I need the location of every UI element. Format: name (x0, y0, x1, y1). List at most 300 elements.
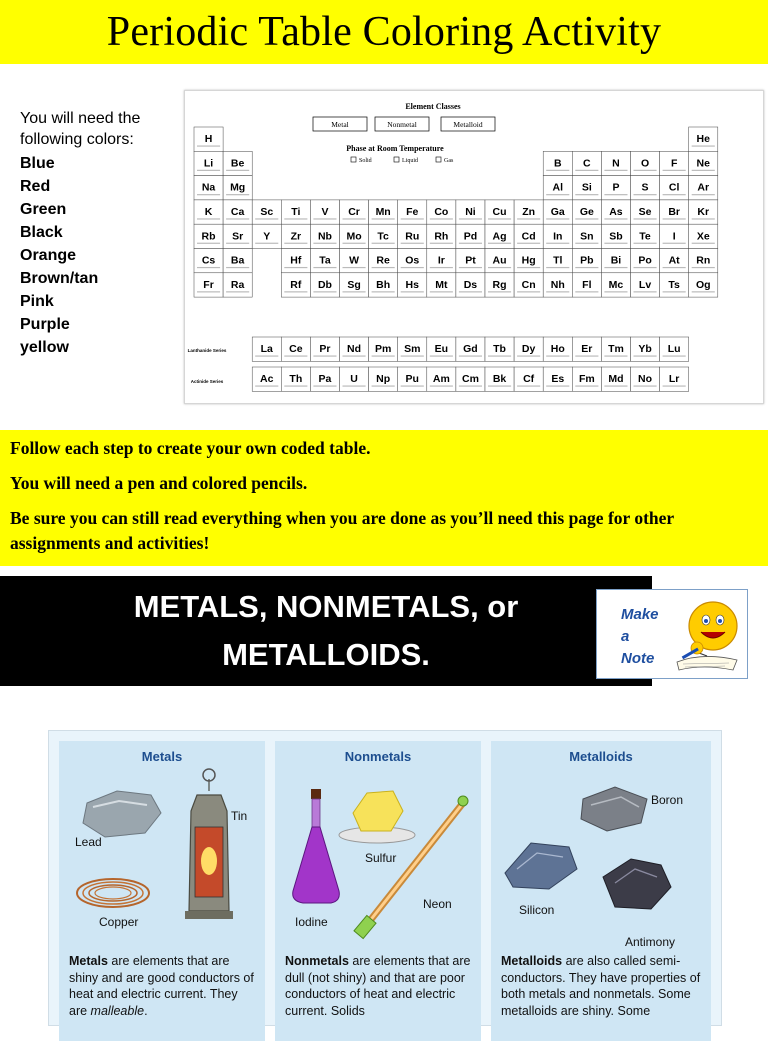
phase-solid: Solid (359, 158, 372, 164)
element-symbol: Cd (521, 230, 536, 243)
element-symbol: Lr (668, 373, 680, 386)
phase-box-solid (351, 157, 356, 162)
note-line: Note (621, 650, 655, 667)
element-name-line (546, 194, 569, 195)
element-name-line (284, 385, 307, 386)
element-symbol: Fe (406, 205, 419, 218)
element-symbol: Am (432, 373, 450, 386)
element-name-line (401, 218, 424, 219)
element-name-line (430, 243, 453, 244)
element-symbol: Ta (319, 254, 331, 267)
element-symbol: B (553, 157, 562, 170)
element-symbol: Mn (375, 205, 391, 218)
element-symbol: Te (639, 230, 651, 243)
lead-label: Lead (75, 835, 102, 849)
metals-description: Metals are elements that are shiny and are good conductors of heat and electric current. They are malleable. (69, 954, 254, 1018)
periodic-table-image (184, 90, 764, 404)
element-name-line (634, 355, 657, 356)
element-name-line (488, 218, 511, 219)
element-name-line (517, 291, 540, 292)
element-symbol: N (612, 157, 620, 170)
element-name-line (604, 218, 627, 219)
element-name-line (226, 194, 249, 195)
element-symbol: P (612, 181, 620, 194)
color-item: Pink (20, 293, 54, 310)
instructions-banner (0, 430, 768, 566)
metals-illustration (59, 761, 265, 961)
element-name-line (546, 355, 569, 356)
section-title (134, 583, 519, 679)
element-name-line (663, 385, 686, 386)
element-name-line (226, 218, 249, 219)
note-line: a (621, 628, 630, 645)
legend-title: Element Classes (405, 102, 461, 111)
element-symbol: Yb (638, 343, 652, 356)
element-symbol: Be (230, 157, 245, 170)
color-item: Brown/tan (20, 270, 99, 287)
nonmetals-description: Nonmetals are elements that are dull (not shiny) and that are poor conductors of heat and electric current. Solids (285, 954, 471, 1018)
element-name-line (226, 170, 249, 171)
element-name-line (372, 218, 395, 219)
element-name-line (313, 385, 336, 386)
element-symbol: Fr (203, 278, 214, 291)
lanthanide-label: Lanthanide Series (187, 348, 227, 353)
element-symbol: U (350, 373, 358, 386)
element-symbol: Db (317, 278, 332, 291)
phase-box-liquid (394, 157, 399, 162)
section-title-line1: METALS, NONMETALS, or (133, 589, 519, 624)
element-name-line (430, 355, 453, 356)
color-item: Purple (20, 316, 70, 333)
element-name-line (459, 291, 482, 292)
element-symbol: Cs (201, 254, 216, 267)
element-symbol: Md (608, 373, 624, 386)
element-symbol: Zn (522, 205, 536, 218)
element-name-line (372, 385, 395, 386)
element-name-line (488, 267, 511, 268)
antimony-icon (603, 859, 671, 909)
element-symbol: Au (492, 254, 507, 267)
element-name-line (517, 267, 540, 268)
element-name-line (634, 385, 657, 386)
element-name-line (430, 291, 453, 292)
element-symbol: Ti (291, 205, 301, 218)
element-name-line (284, 267, 307, 268)
element-symbol: Sn (580, 230, 594, 243)
legend-metalloid: Metalloid (453, 120, 483, 129)
element-name-line (634, 291, 657, 292)
element-name-line (546, 267, 569, 268)
element-name-line (604, 267, 627, 268)
element-name-line (634, 267, 657, 268)
element-name-line (634, 194, 657, 195)
element-name-line (284, 218, 307, 219)
element-name-line (284, 291, 307, 292)
element-symbol: Og (695, 278, 711, 291)
element-name-line (517, 355, 540, 356)
phase-title: Phase at Room Temperature (346, 144, 444, 153)
element-name-line (401, 291, 424, 292)
element-symbol: Mo (346, 230, 362, 243)
element-name-line (284, 243, 307, 244)
element-name-line (575, 218, 598, 219)
element-name-line (692, 267, 715, 268)
note-line: Make (621, 606, 659, 623)
element-symbol: Ar (697, 181, 710, 194)
colors-intro: You will need the following colors: (20, 110, 141, 148)
element-symbol: Y (263, 230, 271, 243)
element-symbol: Ba (230, 254, 245, 267)
element-symbol: Th (289, 373, 303, 386)
element-symbol: Pb (580, 254, 594, 267)
element-name-line (372, 291, 395, 292)
element-symbol: H (204, 133, 213, 146)
instruction-line: Follow each step to create your own coded table. (10, 438, 371, 458)
element-symbol: Hg (521, 254, 536, 267)
element-symbol: Nb (317, 230, 332, 243)
instruction-line: Be sure you can still read everything when you are done as you’ll need this page for other assignments and activities! (10, 508, 674, 553)
element-symbol: Al (552, 181, 563, 194)
element-symbol: O (640, 157, 650, 170)
element-name-line (517, 385, 540, 386)
page-title: Periodic Table Coloring Activity (106, 9, 662, 55)
element-symbol: Tc (377, 230, 389, 243)
element-name-line (313, 243, 336, 244)
element-symbol: Ne (696, 157, 710, 170)
color-item: Black (20, 224, 63, 241)
color-item: Blue (20, 155, 55, 172)
metalloids-card (491, 741, 711, 1041)
element-symbol: Dy (521, 343, 536, 356)
element-name-line (313, 267, 336, 268)
boron-label: Boron (651, 793, 684, 807)
element-symbol: Cr (348, 205, 360, 218)
phase-gas: Gas (444, 158, 454, 164)
element-types-figure (48, 730, 722, 1026)
element-name-line (546, 385, 569, 386)
periodic-table (185, 91, 763, 403)
copper-coil-icon (95, 887, 131, 899)
element-name-line (546, 291, 569, 292)
element-name-line (401, 355, 424, 356)
element-name-line (343, 243, 366, 244)
element-symbol: Cu (492, 205, 507, 218)
element-symbol: Pm (374, 343, 392, 356)
element-symbol: Fm (578, 373, 595, 386)
element-name-line (313, 355, 336, 356)
nonmetals-title: Nonmetals (344, 749, 412, 764)
element-name-line (692, 170, 715, 171)
element-symbol: Ho (550, 343, 565, 356)
element-symbol: Bh (376, 278, 391, 291)
element-name-line (255, 385, 278, 386)
element-symbol: Ag (492, 230, 507, 243)
smiley-writing-icon (673, 594, 745, 674)
element-name-line (284, 355, 307, 356)
element-symbol: Fl (582, 278, 592, 291)
element-symbol: Sm (404, 343, 421, 356)
element-symbol: Er (581, 343, 593, 356)
note-text (621, 604, 659, 670)
element-name-line (663, 267, 686, 268)
element-name-line (663, 218, 686, 219)
element-symbol: Nd (347, 343, 362, 356)
sulfur-icon (353, 791, 403, 831)
element-name-line (634, 243, 657, 244)
element-symbol: Na (201, 181, 216, 194)
element-symbol: Lv (638, 278, 652, 291)
element-symbol: Re (376, 254, 390, 267)
metalloids-title: Metalloids (569, 749, 633, 764)
element-name-line (634, 170, 657, 171)
element-name-line (575, 267, 598, 268)
element-name-line (692, 243, 715, 244)
element-symbol: Es (551, 373, 565, 386)
actinide-label: Actinide Series (190, 379, 224, 384)
element-name-line (488, 385, 511, 386)
element-name-line (197, 170, 220, 171)
phase-liquid: Liquid (402, 158, 418, 164)
iodine-flask-icon (293, 827, 340, 903)
element-symbol: Mt (435, 278, 448, 291)
element-name-line (692, 291, 715, 292)
element-symbol: Eu (434, 343, 449, 356)
element-name-line (663, 170, 686, 171)
element-symbol: Xe (696, 230, 710, 243)
tin-label: Tin (231, 809, 248, 823)
element-symbol: Tb (493, 343, 506, 356)
element-symbol: No (638, 373, 653, 386)
element-symbol: Sr (232, 230, 244, 243)
element-name-line (401, 243, 424, 244)
element-name-line (604, 194, 627, 195)
element-name-line (459, 355, 482, 356)
element-name-line (343, 267, 366, 268)
element-name-line (575, 243, 598, 244)
element-name-line (488, 291, 511, 292)
element-name-line (430, 267, 453, 268)
element-name-line (401, 385, 424, 386)
element-name-line (517, 218, 540, 219)
element-name-line (488, 243, 511, 244)
element-symbol: Pa (318, 373, 332, 386)
element-symbol: W (349, 254, 360, 267)
element-name-line (604, 291, 627, 292)
element-symbol: Tm (608, 343, 624, 356)
element-symbol: K (204, 205, 213, 218)
element-symbol: Li (203, 157, 214, 170)
element-name-line (546, 218, 569, 219)
element-symbol: S (641, 181, 649, 194)
element-symbol: Gd (463, 343, 478, 356)
element-symbol: Np (376, 373, 391, 386)
element-symbol: C (583, 157, 591, 170)
element-name-line (255, 355, 278, 356)
element-symbol: Cf (523, 373, 535, 386)
element-symbol: As (609, 205, 623, 218)
element-symbol: Mg (230, 181, 246, 194)
element-symbol: Ga (550, 205, 565, 218)
element-symbol: F (670, 157, 678, 170)
element-symbol: Sg (347, 278, 361, 291)
element-name-line (459, 385, 482, 386)
element-name-line (343, 218, 366, 219)
element-symbol: Tl (553, 254, 563, 267)
silicon-label: Silicon (519, 903, 555, 917)
element-symbol: Sb (609, 230, 623, 243)
instruction-line: You will need a pen and colored pencils. (10, 473, 308, 493)
element-name-line (575, 170, 598, 171)
element-name-line (226, 243, 249, 244)
element-name-line (343, 291, 366, 292)
element-name-line (459, 267, 482, 268)
element-symbol: Pd (463, 230, 478, 243)
element-name-line (692, 218, 715, 219)
legend-metal: Metal (331, 120, 349, 129)
sulfur-label: Sulfur (365, 851, 397, 865)
element-symbol: Po (638, 254, 652, 267)
element-name-line (604, 243, 627, 244)
title-banner (0, 0, 768, 64)
element-name-line (575, 355, 598, 356)
color-item: Orange (20, 247, 77, 264)
element-symbol: I (672, 230, 676, 243)
legend-nonmetal: Nonmetal (387, 120, 417, 129)
antimony-label: Antimony (625, 935, 676, 949)
element-symbol: Se (638, 205, 652, 218)
element-symbol: Ge (579, 205, 594, 218)
element-name-line (430, 218, 453, 219)
element-grid (194, 127, 718, 391)
color-item: Green (20, 201, 67, 218)
element-symbol: Ru (405, 230, 420, 243)
element-name-line (372, 267, 395, 268)
element-name-line (255, 243, 278, 244)
element-symbol: Ni (465, 205, 476, 218)
element-symbol: Os (405, 254, 420, 267)
element-symbol: At (668, 254, 680, 267)
element-name-line (197, 291, 220, 292)
neon-label: Neon (423, 897, 452, 911)
element-symbol: Br (668, 205, 680, 218)
element-name-line (575, 385, 598, 386)
element-name-line (401, 267, 424, 268)
element-symbol: Bi (610, 254, 622, 267)
element-name-line (663, 291, 686, 292)
element-name-line (197, 218, 220, 219)
iodine-label: Iodine (295, 915, 328, 929)
make-a-note-box (596, 589, 748, 679)
nonmetals-card (275, 741, 481, 1041)
copper-label: Copper (99, 915, 139, 929)
color-item: Red (20, 178, 51, 195)
element-name-line (517, 243, 540, 244)
element-name-line (430, 385, 453, 386)
element-name-line (343, 385, 366, 386)
element-symbol: Kr (697, 205, 710, 218)
element-symbol: Rb (201, 230, 216, 243)
element-name-line (634, 218, 657, 219)
element-name-line (663, 355, 686, 356)
element-symbol: Hs (405, 278, 419, 291)
element-name-line (255, 218, 278, 219)
element-symbol: Pt (465, 254, 476, 267)
element-name-line (226, 267, 249, 268)
element-name-line (663, 243, 686, 244)
element-name-line (313, 218, 336, 219)
lead-icon (83, 791, 161, 837)
element-symbol: Lu (667, 343, 681, 356)
color-item: yellow (20, 339, 69, 356)
element-symbol: Cl (668, 181, 680, 194)
element-symbol: V (321, 205, 329, 218)
element-symbol: Rh (434, 230, 449, 243)
element-symbol: Hf (290, 254, 302, 267)
element-name-line (372, 355, 395, 356)
element-symbol: Mc (608, 278, 624, 291)
element-name-line (604, 355, 627, 356)
element-name-line (459, 218, 482, 219)
element-symbol: Pu (405, 373, 419, 386)
phase-box-gas (436, 157, 441, 162)
element-name-line (372, 243, 395, 244)
element-symbol: Si (581, 181, 592, 194)
element-symbol: Pr (319, 343, 331, 356)
element-symbol: Sc (260, 205, 274, 218)
element-symbol: Ca (230, 205, 245, 218)
element-symbol: Zr (290, 230, 302, 243)
element-name-line (692, 194, 715, 195)
metals-title: Metals (141, 749, 183, 764)
element-symbol: Bk (492, 373, 507, 386)
metalloids-illustration (491, 761, 711, 961)
element-name-line (692, 145, 715, 146)
element-symbol: La (260, 343, 273, 356)
element-name-line (226, 291, 249, 292)
element-name-line (459, 243, 482, 244)
element-name-line (197, 267, 220, 268)
colors-list (20, 108, 180, 359)
element-symbol: Ac (260, 373, 274, 386)
element-symbol: Rg (492, 278, 507, 291)
element-symbol: Nh (550, 278, 565, 291)
element-symbol: Ts (668, 278, 680, 291)
boron-icon (581, 787, 647, 831)
element-name-line (197, 243, 220, 244)
element-symbol: Ra (230, 278, 245, 291)
element-symbol: Ir (437, 254, 445, 267)
element-name-line (343, 355, 366, 356)
element-name-line (546, 170, 569, 171)
element-name-line (604, 170, 627, 171)
element-name-line (488, 355, 511, 356)
element-symbol: He (696, 133, 710, 146)
element-name-line (313, 291, 336, 292)
element-name-line (663, 194, 686, 195)
section-header (0, 576, 652, 686)
element-name-line (197, 194, 220, 195)
element-name-line (575, 291, 598, 292)
element-name-line (575, 194, 598, 195)
element-symbol: Cn (521, 278, 536, 291)
element-symbol: Co (434, 205, 449, 218)
element-name-line (197, 145, 220, 146)
element-symbol: Ds (463, 278, 478, 291)
element-symbol: Rn (696, 254, 711, 267)
section-title-line2: METALLOIDS. (222, 637, 430, 672)
element-name-line (546, 243, 569, 244)
element-symbol: Ce (289, 343, 303, 356)
